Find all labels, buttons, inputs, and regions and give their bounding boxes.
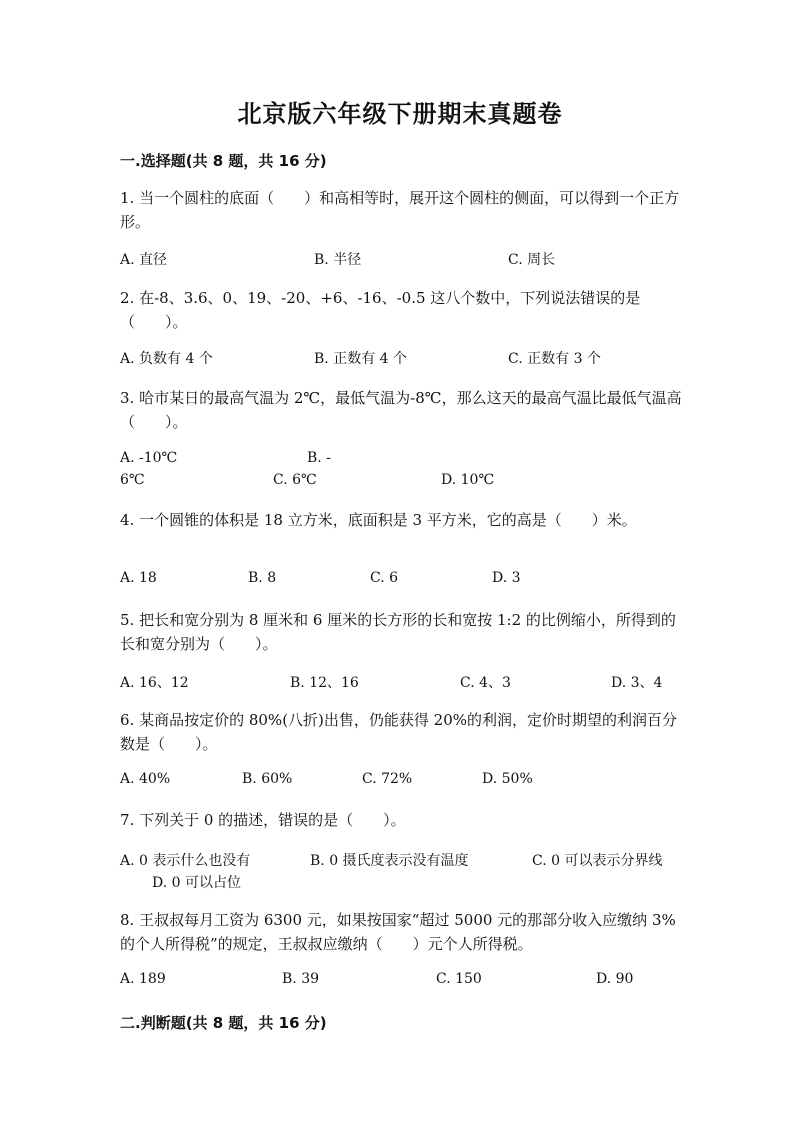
page-title: 北京版六年级下册期末真题卷 — [237, 100, 563, 128]
question-6-stem: 6. 某商品按定价的 80%(八折)出售，仍能获得 20%的利润，定价时期望的利润百分数是（ ）。 — [120, 711, 678, 753]
question-6-option-a[interactable]: A. 40% — [120, 771, 171, 787]
question-8-option-b[interactable]: B. 39 — [282, 971, 320, 987]
question-3-option-b[interactable]: B. - — [307, 450, 331, 466]
question-8-option-d[interactable]: D. 90 — [596, 971, 634, 987]
question-5-option-a[interactable]: A. 16、12 — [120, 675, 189, 691]
question-8-option-c[interactable]: C. 150 — [436, 971, 482, 987]
question-1-option-c[interactable]: C. 周长 — [508, 252, 556, 268]
question-3-option-c[interactable]: C. 6℃ — [273, 472, 317, 488]
section-heading-choice: 一.选择题(共 8 题，共 16 分) — [120, 152, 327, 170]
question-7-option-c[interactable]: C. 0 可以表示分界线 — [532, 853, 663, 869]
question-5-option-c[interactable]: C. 4、3 — [460, 675, 511, 691]
question-2-option-c[interactable]: C. 正数有 3 个 — [508, 351, 601, 367]
question-7-option-d[interactable]: D. 0 可以占位 — [152, 875, 241, 891]
question-7-option-a[interactable]: A. 0 表示什么也没有 — [120, 853, 251, 869]
question-3-stem: 3. 哈市某日的最高气温为 2℃，最低气温为-8℃，那么这天的最高气温比最低气温高（ ）。 — [120, 389, 682, 431]
section-heading-judgement: 二.判断题(共 8 题，共 16 分) — [120, 1014, 327, 1032]
question-6-option-d[interactable]: D. 50% — [482, 771, 533, 787]
question-1-option-a[interactable]: A. 直径 — [120, 252, 168, 268]
question-3-option-b-continued: 6℃ — [120, 472, 145, 488]
question-3-option-a[interactable]: A. -10℃ — [120, 450, 178, 466]
question-1-option-b[interactable]: B. 半径 — [314, 252, 362, 268]
question-7-option-b[interactable]: B. 0 摄氏度表示没有温度 — [310, 853, 469, 869]
question-4-option-b[interactable]: B. 8 — [248, 570, 277, 586]
question-6-option-c[interactable]: C. 72% — [362, 771, 413, 787]
question-8-stem: 8. 王叔叔每月工资为 6300 元，如果按国家“超过 5000 元的那部分收入应缴纳 3%的个人所得税”的规定，王叔叔应缴纳（ ）元个人所得税。 — [120, 911, 676, 953]
question-4-option-a[interactable]: A. 18 — [120, 570, 157, 586]
question-2-option-a[interactable]: A. 负数有 4 个 — [120, 351, 213, 367]
question-6-option-b[interactable]: B. 60% — [242, 771, 293, 787]
question-2-stem: 2. 在-8、3.6、0、19、-20、+6、-16、-0.5 这八个数中，下列说法错误的是（ ）。 — [120, 289, 641, 331]
question-1-stem: 1. 当一个圆柱的底面（ ）和高相等时，展开这个圆柱的侧面，可以得到一个正方形。 — [120, 189, 680, 231]
question-5-stem: 5. 把长和宽分别为 8 厘米和 6 厘米的长方形的长和宽按 1:2 的比例缩小，所得到的长和宽分别为（ ）。 — [120, 611, 676, 653]
question-4-option-d[interactable]: D. 3 — [492, 570, 521, 586]
question-2-option-b[interactable]: B. 正数有 4 个 — [314, 351, 407, 367]
question-7-stem: 7. 下列关于 0 的描述，错误的是（ ）。 — [120, 811, 406, 829]
question-4-option-c[interactable]: C. 6 — [370, 570, 399, 586]
question-8-option-a[interactable]: A. 189 — [120, 971, 166, 987]
question-5-option-d[interactable]: D. 3、4 — [611, 675, 663, 691]
question-5-option-b[interactable]: B. 12、16 — [290, 675, 359, 691]
question-4-stem: 4. 一个圆锥的体积是 18 立方米，底面积是 3 平方米，它的高是（ ）米。 — [120, 511, 637, 529]
question-3-option-d[interactable]: D. 10℃ — [441, 472, 495, 488]
